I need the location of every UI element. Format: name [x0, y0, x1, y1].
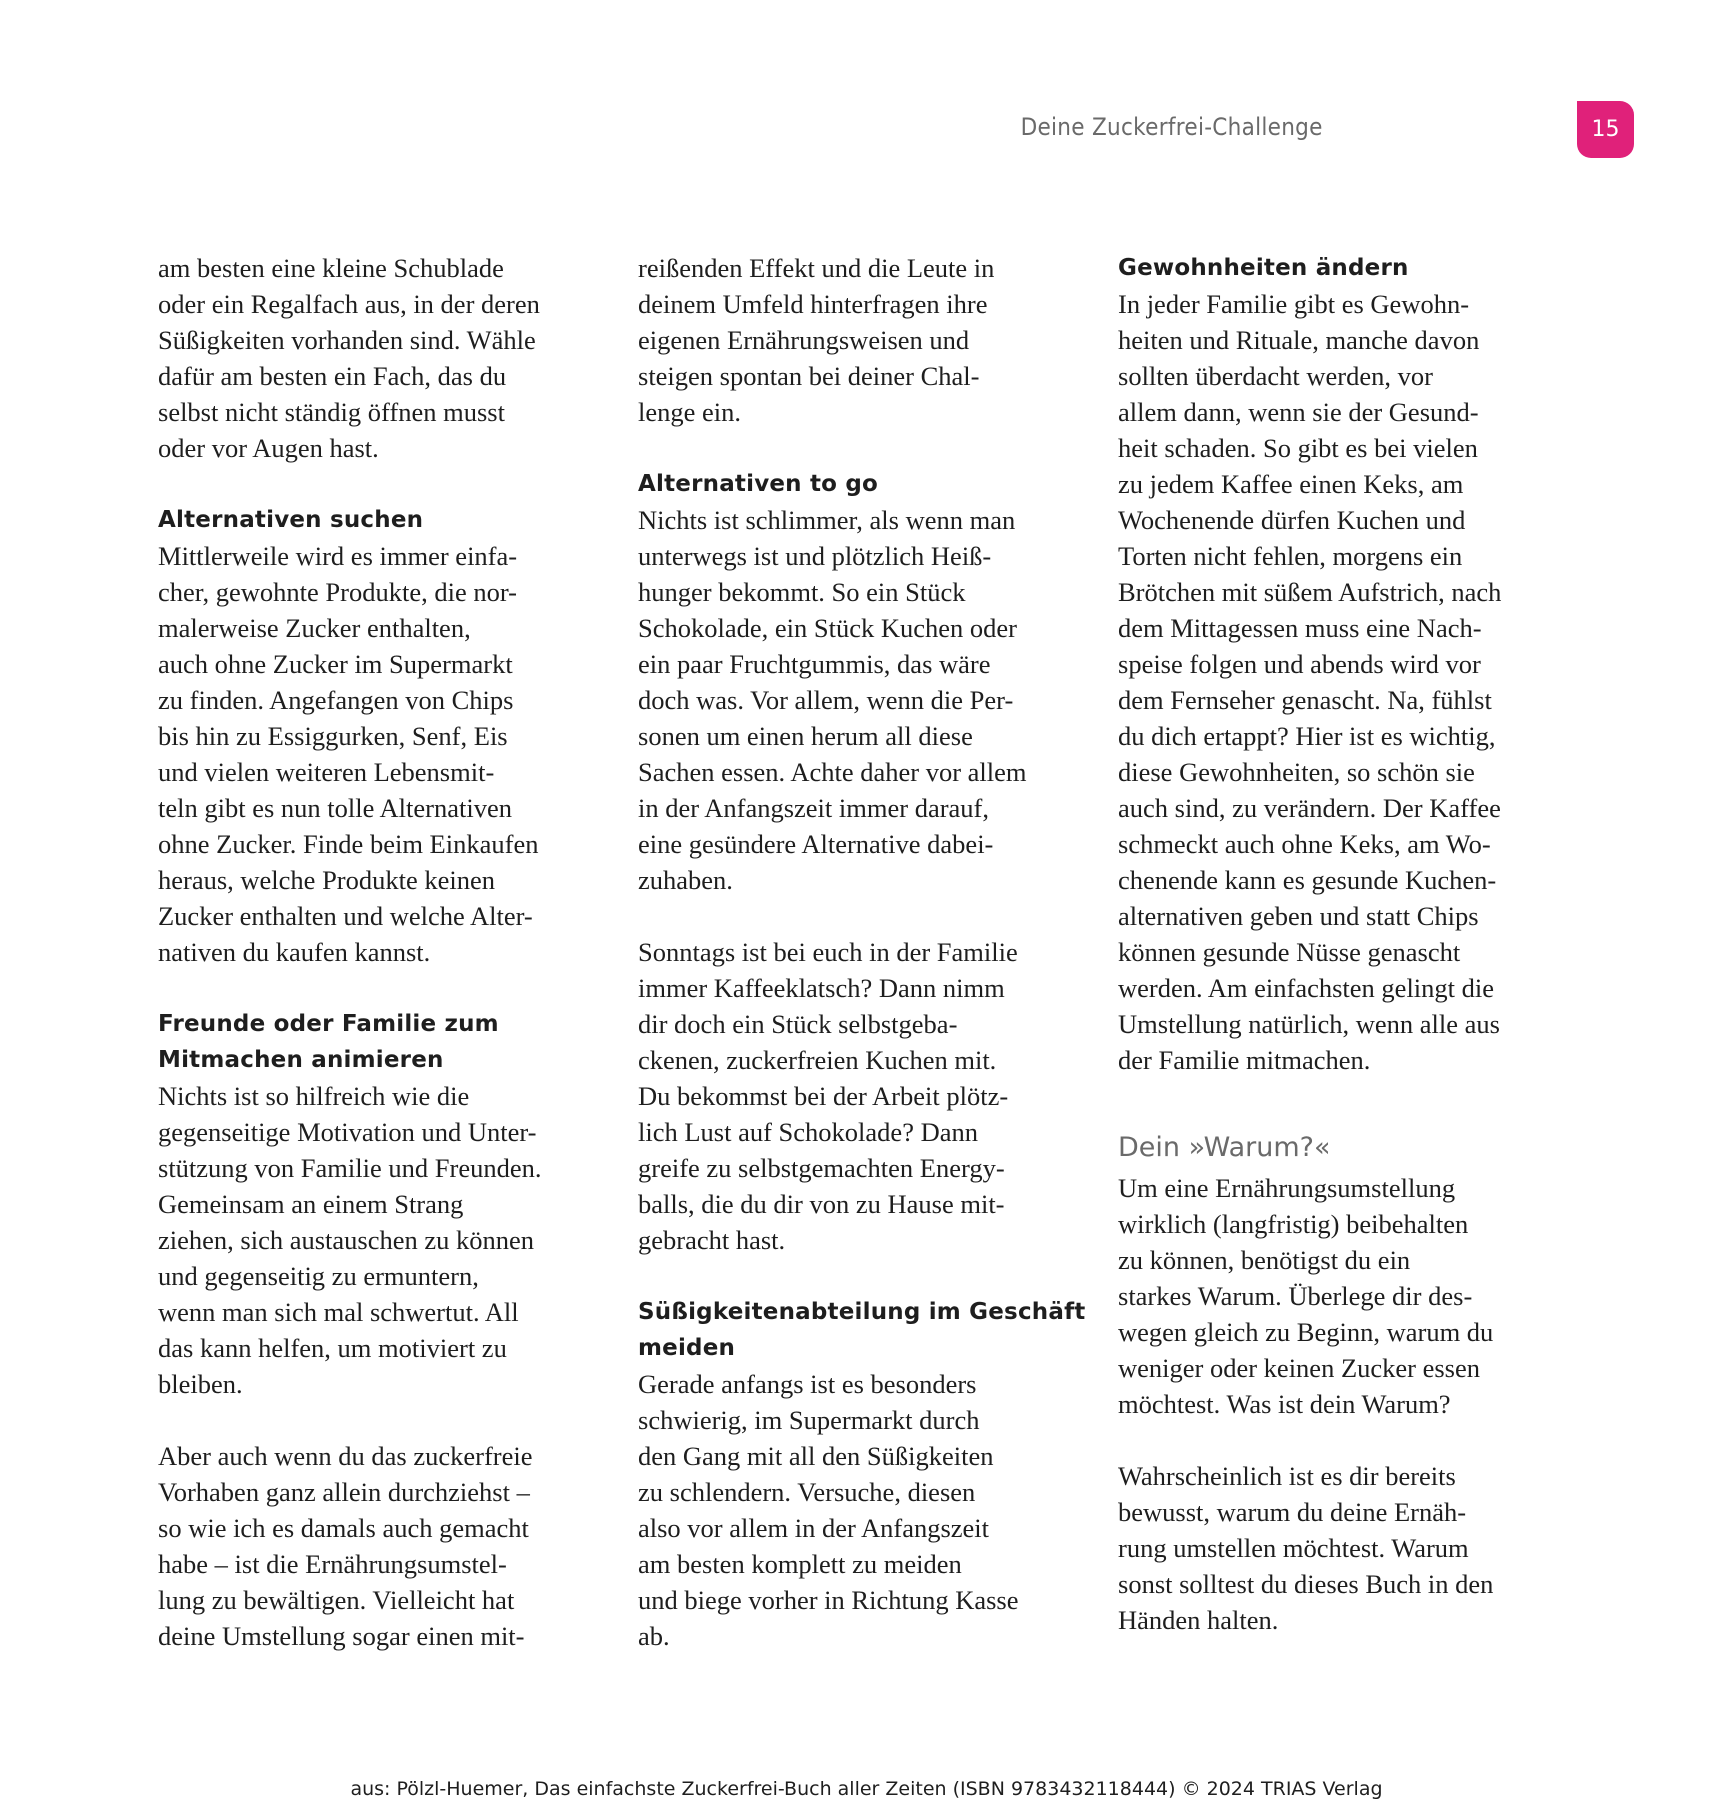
- paragraph-gap: [638, 898, 1085, 934]
- text-line: möchtest. Was ist dein Warum?: [1118, 1389, 1451, 1419]
- text-line: weniger oder keinen Zucker essen: [1118, 1353, 1481, 1383]
- text-line: zu finden. Angefangen von Chips: [158, 685, 514, 715]
- text-line: Gemeinsam an einem Strang: [158, 1189, 464, 1219]
- paragraph: [158, 1078, 541, 1402]
- text-line: ein paar Fruchtgummis, das wäre: [638, 649, 991, 679]
- text-line: ab.: [638, 1621, 670, 1651]
- paragraph-gap: [158, 1402, 541, 1438]
- text-line: cher, gewohnte Produkte, die nor-: [158, 577, 517, 607]
- text-line: also vor allem in der Anfangszeit: [638, 1513, 990, 1543]
- text-line: oder ein Regalfach aus, in der deren: [158, 289, 540, 319]
- text-line: habe – ist die Ernährungsumstel-: [158, 1549, 507, 1579]
- text-line: auch sind, zu verändern. Der Kaffee: [1118, 793, 1501, 823]
- text-line: Sachen essen. Achte daher vor allem: [638, 757, 1027, 787]
- text-line: stützung von Familie und Freunden.: [158, 1153, 542, 1183]
- text-line: dir doch ein Stück selbstgeba-: [638, 1009, 958, 1039]
- text-line: In jeder Familie gibt es Gewohn-: [1118, 289, 1470, 319]
- text-line: unterwegs ist und plötzlich Heiß-: [638, 541, 992, 571]
- paragraph: [638, 934, 1085, 1258]
- paragraph-gap: [158, 970, 541, 1006]
- text-line: sonst solltest du dieses Buch in den: [1118, 1569, 1494, 1599]
- text-line: deine Umstellung sogar einen mit-: [158, 1621, 525, 1651]
- paragraph: [158, 1438, 541, 1654]
- text-line: Umstellung natürlich, wenn alle aus: [1118, 1009, 1500, 1039]
- text-line: in der Anfangszeit immer darauf,: [638, 793, 989, 823]
- text-line: Wochenende dürfen Kuchen und: [1118, 505, 1466, 535]
- text-column-2: [638, 250, 1085, 1654]
- text-line: dem Fernseher genascht. Na, fühlst: [1118, 685, 1492, 715]
- text-line: selbst nicht ständig öffnen musst: [158, 397, 505, 427]
- text-line: du dich ertappt? Hier ist es wichtig,: [1118, 721, 1496, 751]
- text-line: balls, die du dir von zu Hause mit-: [638, 1189, 1005, 1219]
- text-line: malerweise Zucker enthalten,: [158, 613, 471, 643]
- text-line: Zucker enthalten und welche Alter-: [158, 901, 533, 931]
- paragraph-gap: [1118, 1078, 1501, 1114]
- heading-line: Mitmachen animieren: [158, 1047, 444, 1073]
- paragraph-gap: [638, 1258, 1085, 1294]
- paragraph: [1118, 1458, 1501, 1638]
- paragraph: [158, 538, 541, 970]
- text-line: dafür am besten ein Fach, das du: [158, 361, 507, 391]
- text-line: schmeckt auch ohne Keks, am Wo-: [1118, 829, 1491, 859]
- text-line: heraus, welche Produkte keinen: [158, 865, 496, 895]
- text-line: dem Mittagessen muss eine Nach-: [1118, 613, 1482, 643]
- text-line: zu schlendern. Versuche, diesen: [638, 1477, 976, 1507]
- text-line: wenn man sich mal schwertut. All: [158, 1297, 519, 1327]
- heading-line: Gewohnheiten ändern: [1118, 255, 1409, 281]
- text-line: lenge ein.: [638, 397, 742, 427]
- text-line: starkes Warum. Überlege dir des-: [1118, 1281, 1473, 1311]
- text-line: können gesunde Nüsse genascht: [1118, 937, 1461, 967]
- text-line: lung zu bewältigen. Vielleicht hat: [158, 1585, 515, 1615]
- text-line: bewusst, warum du deine Ernäh-: [1118, 1497, 1467, 1527]
- text-line: hunger bekommt. So ein Stück: [638, 577, 966, 607]
- text-line: schwierig, im Supermarkt durch: [638, 1405, 980, 1435]
- text-line: bis hin zu Essiggurken, Senf, Eis: [158, 721, 508, 751]
- text-line: Nichts ist schlimmer, als wenn man: [638, 505, 1016, 535]
- text-line: nativen du kaufen kannst.: [158, 937, 431, 967]
- text-line: diese Gewohnheiten, so schön sie: [1118, 757, 1475, 787]
- text-line: teln gibt es nun tolle Alternativen: [158, 793, 512, 823]
- text-line: der Familie mitmachen.: [1118, 1045, 1371, 1075]
- section-heading: [158, 502, 541, 538]
- text-line: am besten komplett zu meiden: [638, 1549, 962, 1579]
- text-line: gegenseitige Motivation und Unter-: [158, 1117, 537, 1147]
- paragraph-gap: [1118, 1422, 1501, 1458]
- text-line: werden. Am einfachsten gelingt die: [1118, 973, 1495, 1003]
- text-line: Gerade anfangs ist es besonders: [638, 1369, 977, 1399]
- paragraph: [1118, 286, 1501, 1078]
- heading-line: Freunde oder Familie zum: [158, 1011, 499, 1037]
- text-line: Süßigkeiten vorhanden sind. Wähle: [158, 325, 536, 355]
- page-number-badge: 15: [1577, 101, 1634, 158]
- text-line: zuhaben.: [638, 865, 733, 895]
- text-line: heiten und Rituale, manche davon: [1118, 325, 1480, 355]
- text-line: doch was. Vor allem, wenn die Per-: [638, 685, 1014, 715]
- text-line: immer Kaffeeklatsch? Dann nimm: [638, 973, 1005, 1003]
- text-line: speise folgen und abends wird vor: [1118, 649, 1481, 679]
- text-line: gebracht hast.: [638, 1225, 786, 1255]
- text-line: Mittlerweile wird es immer einfa-: [158, 541, 518, 571]
- text-line: steigen spontan bei deiner Chal-: [638, 361, 980, 391]
- heading-line: Alternativen to go: [638, 471, 879, 497]
- heading-line: Alternativen suchen: [158, 507, 424, 533]
- text-line: am besten eine kleine Schublade: [158, 253, 504, 283]
- text-line: und biege vorher in Richtung Kasse: [638, 1585, 1019, 1615]
- text-line: Brötchen mit süßem Aufstrich, nach: [1118, 577, 1502, 607]
- text-line: den Gang mit all den Süßigkeiten: [638, 1441, 994, 1471]
- text-line: eine gesündere Alternative dabei-: [638, 829, 994, 859]
- text-line: oder vor Augen hast.: [158, 433, 379, 463]
- text-line: wirklich (langfristig) beibehalten: [1118, 1209, 1469, 1239]
- subsection-heading: [1118, 1130, 1501, 1166]
- source-footer: aus: Pölzl-Huemer, Das einfachste Zuckerfrei-Buch aller Zeiten (ISBN 9783432118444) © 2024 TRIAS Verlag: [350, 1778, 1383, 1800]
- text-line: Sonntags ist bei euch in der Familie: [638, 937, 1018, 967]
- paragraph: [638, 250, 1085, 430]
- text-line: sollten überdacht werden, vor: [1118, 361, 1433, 391]
- section-heading: [1118, 250, 1501, 286]
- text-line: zu jedem Kaffee einen Keks, am: [1118, 469, 1464, 499]
- text-line: ziehen, sich austauschen zu können: [158, 1225, 535, 1255]
- text-line: heit schaden. So gibt es bei vielen: [1118, 433, 1478, 463]
- text-line: deinem Umfeld hinterfragen ihre: [638, 289, 988, 319]
- paragraph-gap: [638, 430, 1085, 466]
- text-line: Torten nicht fehlen, morgens ein: [1118, 541, 1463, 571]
- paragraph-gap: [158, 466, 541, 502]
- text-line: greife zu selbstgemachten Energy-: [638, 1153, 1005, 1183]
- heading-line: meiden: [638, 1335, 736, 1361]
- paragraph: [1118, 1170, 1501, 1422]
- text-line: auch ohne Zucker im Supermarkt: [158, 649, 513, 679]
- heading-line: Süßigkeitenabteilung im Geschäft: [638, 1299, 1086, 1325]
- text-line: das kann helfen, um motiviert zu: [158, 1333, 507, 1363]
- text-line: rung umstellen möchtest. Warum: [1118, 1533, 1469, 1563]
- text-line: so wie ich es damals auch gemacht: [158, 1513, 529, 1543]
- text-line: wegen gleich zu Beginn, warum du: [1118, 1317, 1494, 1347]
- text-line: Vorhaben ganz allein durchziehst –: [158, 1477, 530, 1507]
- text-line: Um eine Ernährungsumstellung: [1118, 1173, 1456, 1203]
- text-line: sonen um einen herum all diese: [638, 721, 973, 751]
- running-head: Deine Zuckerfrei-Challenge: [1020, 113, 1323, 141]
- text-line: reißenden Effekt und die Leute in: [638, 253, 995, 283]
- text-line: allem dann, wenn sie der Gesund-: [1118, 397, 1479, 427]
- text-line: und gegenseitig zu ermuntern,: [158, 1261, 479, 1291]
- text-line: ckenen, zuckerfreien Kuchen mit.: [638, 1045, 997, 1075]
- text-line: Wahrscheinlich ist es dir bereits: [1118, 1461, 1456, 1491]
- text-line: Händen halten.: [1118, 1605, 1279, 1635]
- heading-line: Dein »Warum?«: [1118, 1132, 1331, 1163]
- section-heading: [638, 466, 1085, 502]
- text-line: alternativen geben und statt Chips: [1118, 901, 1479, 931]
- text-line: bleiben.: [158, 1369, 243, 1399]
- text-line: Nichts ist so hilfreich wie die: [158, 1081, 470, 1111]
- text-line: Du bekommst bei der Arbeit plötz-: [638, 1081, 1009, 1111]
- paragraph: [638, 502, 1085, 898]
- text-column-3: [1118, 250, 1501, 1638]
- paragraph: [158, 250, 541, 466]
- text-line: eigenen Ernährungsweisen und: [638, 325, 970, 355]
- text-line: ohne Zucker. Finde beim Einkaufen: [158, 829, 539, 859]
- section-heading: [158, 1006, 541, 1078]
- text-line: chenende kann es gesunde Kuchen-: [1118, 865, 1497, 895]
- text-line: Aber auch wenn du das zuckerfreie: [158, 1441, 533, 1471]
- text-line: lich Lust auf Schokolade? Dann: [638, 1117, 978, 1147]
- paragraph: [638, 1366, 1085, 1654]
- text-column-1: [158, 250, 541, 1654]
- text-line: und vielen weiteren Lebensmit-: [158, 757, 495, 787]
- text-line: zu können, benötigst du ein: [1118, 1245, 1411, 1275]
- section-heading: [638, 1294, 1085, 1366]
- text-line: Schokolade, ein Stück Kuchen oder: [638, 613, 1017, 643]
